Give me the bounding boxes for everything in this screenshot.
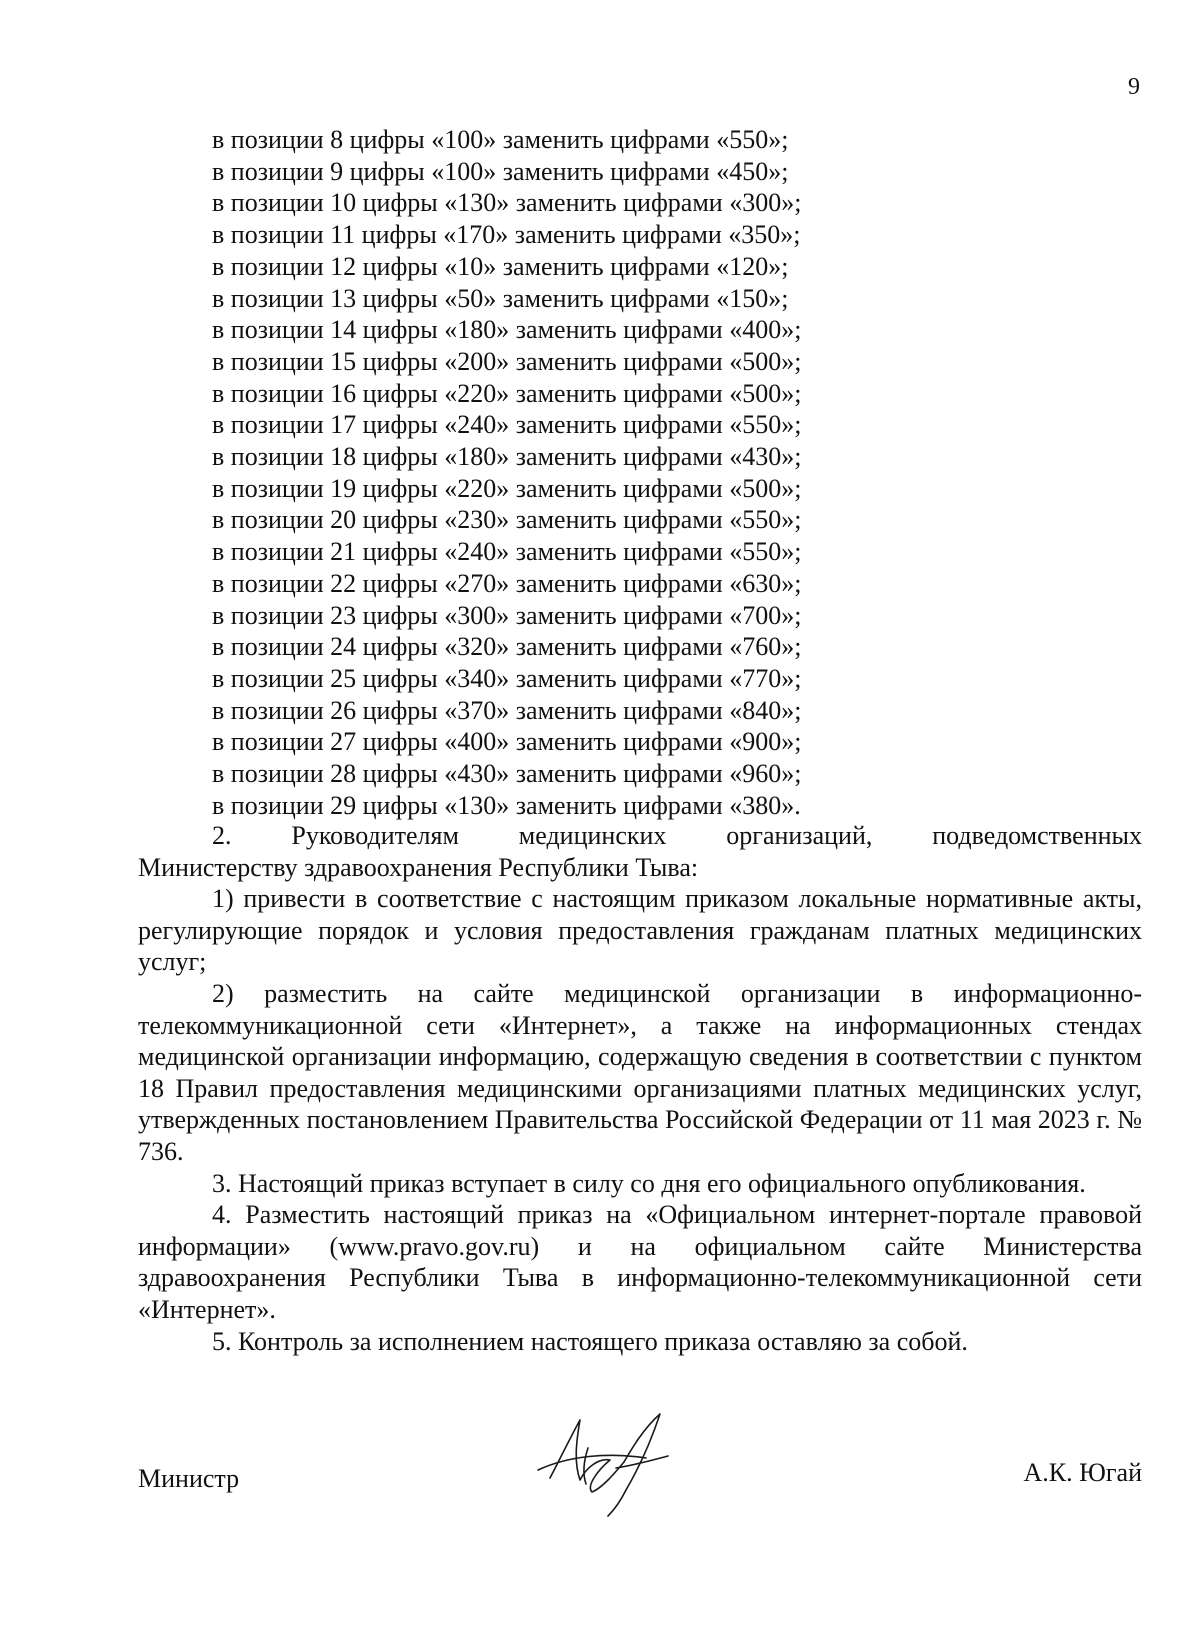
position-item: в позиции 20 цифры «230» заменить цифрами «550»; <box>212 505 802 535</box>
paragraph-5: 5. Контроль за исполнением настоящего приказа оставляю за собой. <box>212 1326 968 1356</box>
signatory-name: А.К. Югай <box>1023 1458 1142 1487</box>
position-item: в позиции 22 цифры «270» заменить цифрами «630»; <box>212 568 802 598</box>
position-item: в позиции 23 цифры «300» заменить цифрами «700»; <box>212 600 802 630</box>
body-text <box>138 820 1142 1357</box>
position-item: в позиции 15 цифры «200» заменить цифрами «500»; <box>212 346 802 376</box>
position-item: в позиции 27 цифры «400» заменить цифрами «900»; <box>212 727 802 757</box>
position-item: в позиции 21 цифры «240» заменить цифрами «550»; <box>212 537 802 567</box>
signature-block <box>138 1418 1142 1538</box>
position-item: в позиции 18 цифры «180» заменить цифрами «430»; <box>212 442 802 472</box>
position-item: в позиции 14 цифры «180» заменить цифрами «400»; <box>212 315 802 345</box>
position-item: в позиции 9 цифры «100» заменить цифрами «450»; <box>212 156 789 186</box>
position-item: в позиции 28 цифры «430» заменить цифрами «960»; <box>212 759 802 789</box>
position-item: в позиции 25 цифры «340» заменить цифрами «770»; <box>212 663 802 693</box>
position-item: в позиции 24 цифры «320» заменить цифрами «760»; <box>212 632 802 662</box>
position-item: в позиции 13 цифры «50» заменить цифрами «150»; <box>212 283 789 313</box>
position-item: в позиции 16 цифры «220» заменить цифрами «500»; <box>212 378 802 408</box>
page-number: 9 <box>1128 74 1140 100</box>
handwritten-signature <box>528 1408 678 1518</box>
paragraph-4: 4. Разместить настоящий приказ на «Официальном интернет-портале правовой информации» (www.pravo.gov.ru) и на официальном сайте Министерства здравоохранения Республики Тыва в информационно-телекоммуникационной сети «Интернет». <box>138 1200 1142 1324</box>
position-item: в позиции 29 цифры «130» заменить цифрами «380». <box>212 790 801 820</box>
paragraph-2-2: 2) разместить на сайте медицинской организации в информационно-телекоммуникационной сети «Интернет», а также на информационных стендах медицинской организации информацию, содержащую сведения в соответствии с пунктом 18 Правил предоставления медицинскими организациями платных медицинских услуг, утвержденных постановлением Правительства Российской Федерации от 11 мая 2023 г. № 736. <box>138 978 1142 1166</box>
position-item: в позиции 17 цифры «240» заменить цифрами «550»; <box>212 410 802 440</box>
paragraph-2-1: 1) привести в соответствие с настоящим приказом локальные нормативные акты, регулирующие порядок и условия предоставления гражданам платных медицинских услуг; <box>138 884 1142 977</box>
paragraph-2-rest: Министерству здравоохранения Республики Тыва: <box>138 852 699 882</box>
paragraph-2-first-line: 2. Руководителям медицинских организаций, подведомственных <box>212 821 1142 850</box>
position-item: в позиции 8 цифры «100» заменить цифрами «550»; <box>212 125 789 154</box>
paragraph-2-continuation <box>138 852 1142 884</box>
position-item: в позиции 26 цифры «370» заменить цифрами «840»; <box>212 695 802 725</box>
position-item: в позиции 12 цифры «10» заменить цифрами «120»; <box>212 251 789 281</box>
position-item: в позиции 19 цифры «220» заменить цифрами «500»; <box>212 473 802 503</box>
position-item: в позиции 10 цифры «130» заменить цифрами «300»; <box>212 188 802 218</box>
paragraph-3: 3. Настоящий приказ вступает в силу со дня его официального опубликования. <box>212 1168 1086 1198</box>
signatory-title: Министр <box>138 1464 240 1493</box>
position-list <box>212 124 801 821</box>
paragraph-2 <box>138 820 1142 852</box>
position-item: в позиции 11 цифры «170» заменить цифрами «350»; <box>212 220 801 250</box>
